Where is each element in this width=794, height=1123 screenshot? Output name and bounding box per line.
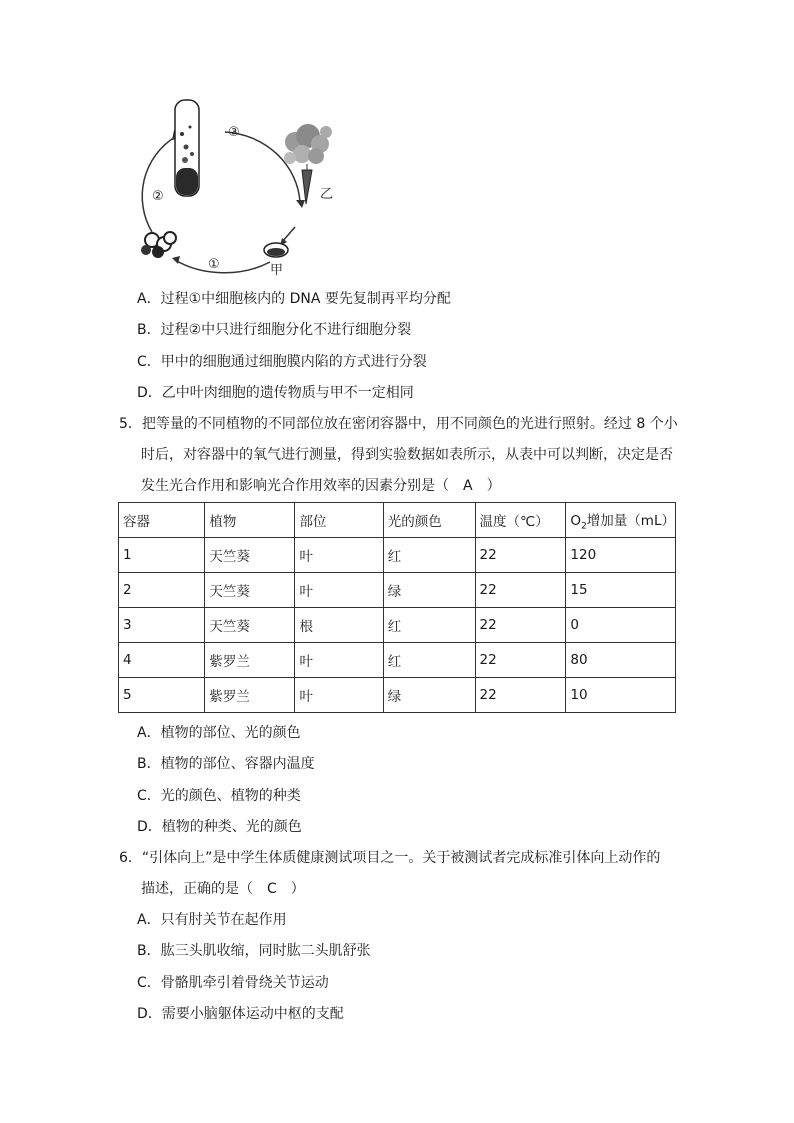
- cell-cluster-icon: [141, 232, 176, 258]
- table-cell: 红: [383, 538, 475, 573]
- table-cell: 4: [119, 643, 205, 678]
- header-container: 容器: [119, 503, 205, 538]
- table-row: [119, 643, 676, 678]
- tissue-culture-svg: [130, 92, 350, 280]
- table-cell: 2: [119, 573, 205, 608]
- table-cell: 0: [566, 608, 676, 643]
- table-row: [119, 573, 676, 608]
- q5-option-b: B．植物的部位、容器内温度: [137, 756, 315, 772]
- q5-option-c: C．光的颜色、植物的种类: [137, 788, 301, 804]
- table-cell: 5: [119, 678, 205, 713]
- q6-option-d: D．需要小脑躯体运动中枢的支配: [137, 1006, 344, 1022]
- header-temperature: 温度（℃）: [475, 503, 566, 538]
- table-cell: 绿: [383, 573, 475, 608]
- table-cell: 绿: [383, 678, 475, 713]
- table-cell: 叶: [295, 573, 383, 608]
- table-cell: 红: [383, 608, 475, 643]
- table-cell: 红: [383, 643, 475, 678]
- label-yi: 乙: [320, 187, 334, 202]
- arrowhead-icon: [296, 200, 305, 208]
- table-cell: 3: [119, 608, 205, 643]
- table-cell: 叶: [295, 538, 383, 573]
- q4-option-c: C．甲中的细胞通过细胞膜内陷的方式进行分裂: [137, 354, 427, 370]
- table-cell: 叶: [295, 678, 383, 713]
- q6-stem-line2: 描述，正确的是（ C ）: [141, 881, 305, 897]
- q5-option-a: A．植物的部位、光的颜色: [137, 725, 301, 741]
- step-1-label: ①: [208, 257, 220, 272]
- table-cell: 天竺葵: [205, 608, 295, 643]
- table-cell: 22: [475, 643, 566, 678]
- q6-option-a: A．只有肘关节在起作用: [137, 912, 287, 928]
- table-cell: 天竺葵: [205, 573, 295, 608]
- table-row: [119, 678, 676, 713]
- table-cell: 10: [566, 678, 676, 713]
- label-jia: 甲: [270, 263, 284, 278]
- q5-option-d: D．植物的种类、光的颜色: [137, 819, 302, 835]
- header-o2-increase: [566, 503, 676, 538]
- table-cell: 1: [119, 538, 205, 573]
- table-cell: 根: [295, 608, 383, 643]
- o2-symbol: O: [570, 512, 582, 529]
- cycle-arrow-1: [175, 260, 270, 273]
- header-plant: 植物: [205, 503, 295, 538]
- header-part: 部位: [295, 503, 383, 538]
- q4-option-a: A．过程①中细胞核内的 DNA 要先复制再平均分配: [137, 291, 451, 307]
- table-cell: 80: [566, 643, 676, 678]
- table-cell: 15: [566, 573, 676, 608]
- table-header-row: [119, 503, 676, 538]
- step-2-label: ②: [152, 189, 164, 204]
- petri-dish-icon: [264, 243, 288, 257]
- q5-stem-line3: 发生光合作用和影响光合作用效率的因素分别是（ A ）: [141, 478, 501, 494]
- table-cell: 22: [475, 678, 566, 713]
- table-cell: 22: [475, 538, 566, 573]
- table-cell: 22: [475, 608, 566, 643]
- header-light-color: 光的颜色: [383, 503, 475, 538]
- table-row: [119, 608, 676, 643]
- tissue-culture-diagram: [130, 92, 350, 280]
- table-cell: 紫罗兰: [205, 678, 295, 713]
- table-cell: 22: [475, 573, 566, 608]
- table-cell: 紫罗兰: [205, 643, 295, 678]
- q6-stem-line1: 6．“引体向上”是中学生体质健康测试项目之一。关于被测试者完成标准引体向上动作的: [119, 850, 661, 866]
- q4-option-b: B．过程②中只进行细胞分化不进行细胞分裂: [137, 322, 412, 338]
- table-cell: 叶: [295, 643, 383, 678]
- q6-option-b: B．肱三头肌收缩，同时肱二头肌舒张: [137, 943, 371, 959]
- experiment-table: [118, 502, 676, 713]
- q4-option-d: D．乙中叶肉细胞的遗传物质与甲不一定相同: [137, 385, 414, 401]
- cycle-arrow-2: [142, 137, 175, 232]
- q5-stem-line2: 时后，对容器中的氧气进行测量，得到实验数据如表所示，从表中可以判断，决定是否: [141, 447, 673, 463]
- test-tube-icon: [175, 100, 199, 196]
- q5-stem-line1: 5．把等量的不同植物的不同部位放在密闭容器中，用不同颜色的光进行照射。经过 8 个小: [119, 416, 678, 432]
- q6-option-c: C．骨骼肌牵引着骨绕关节运动: [137, 975, 329, 991]
- step-3-label: ③: [228, 125, 240, 140]
- o2-increase-label: 增加量（mL）: [586, 512, 675, 529]
- table-row: [119, 538, 676, 573]
- table-cell: 天竺葵: [205, 538, 295, 573]
- table-cell: 120: [566, 538, 676, 573]
- o2-subscript: 2: [581, 521, 587, 532]
